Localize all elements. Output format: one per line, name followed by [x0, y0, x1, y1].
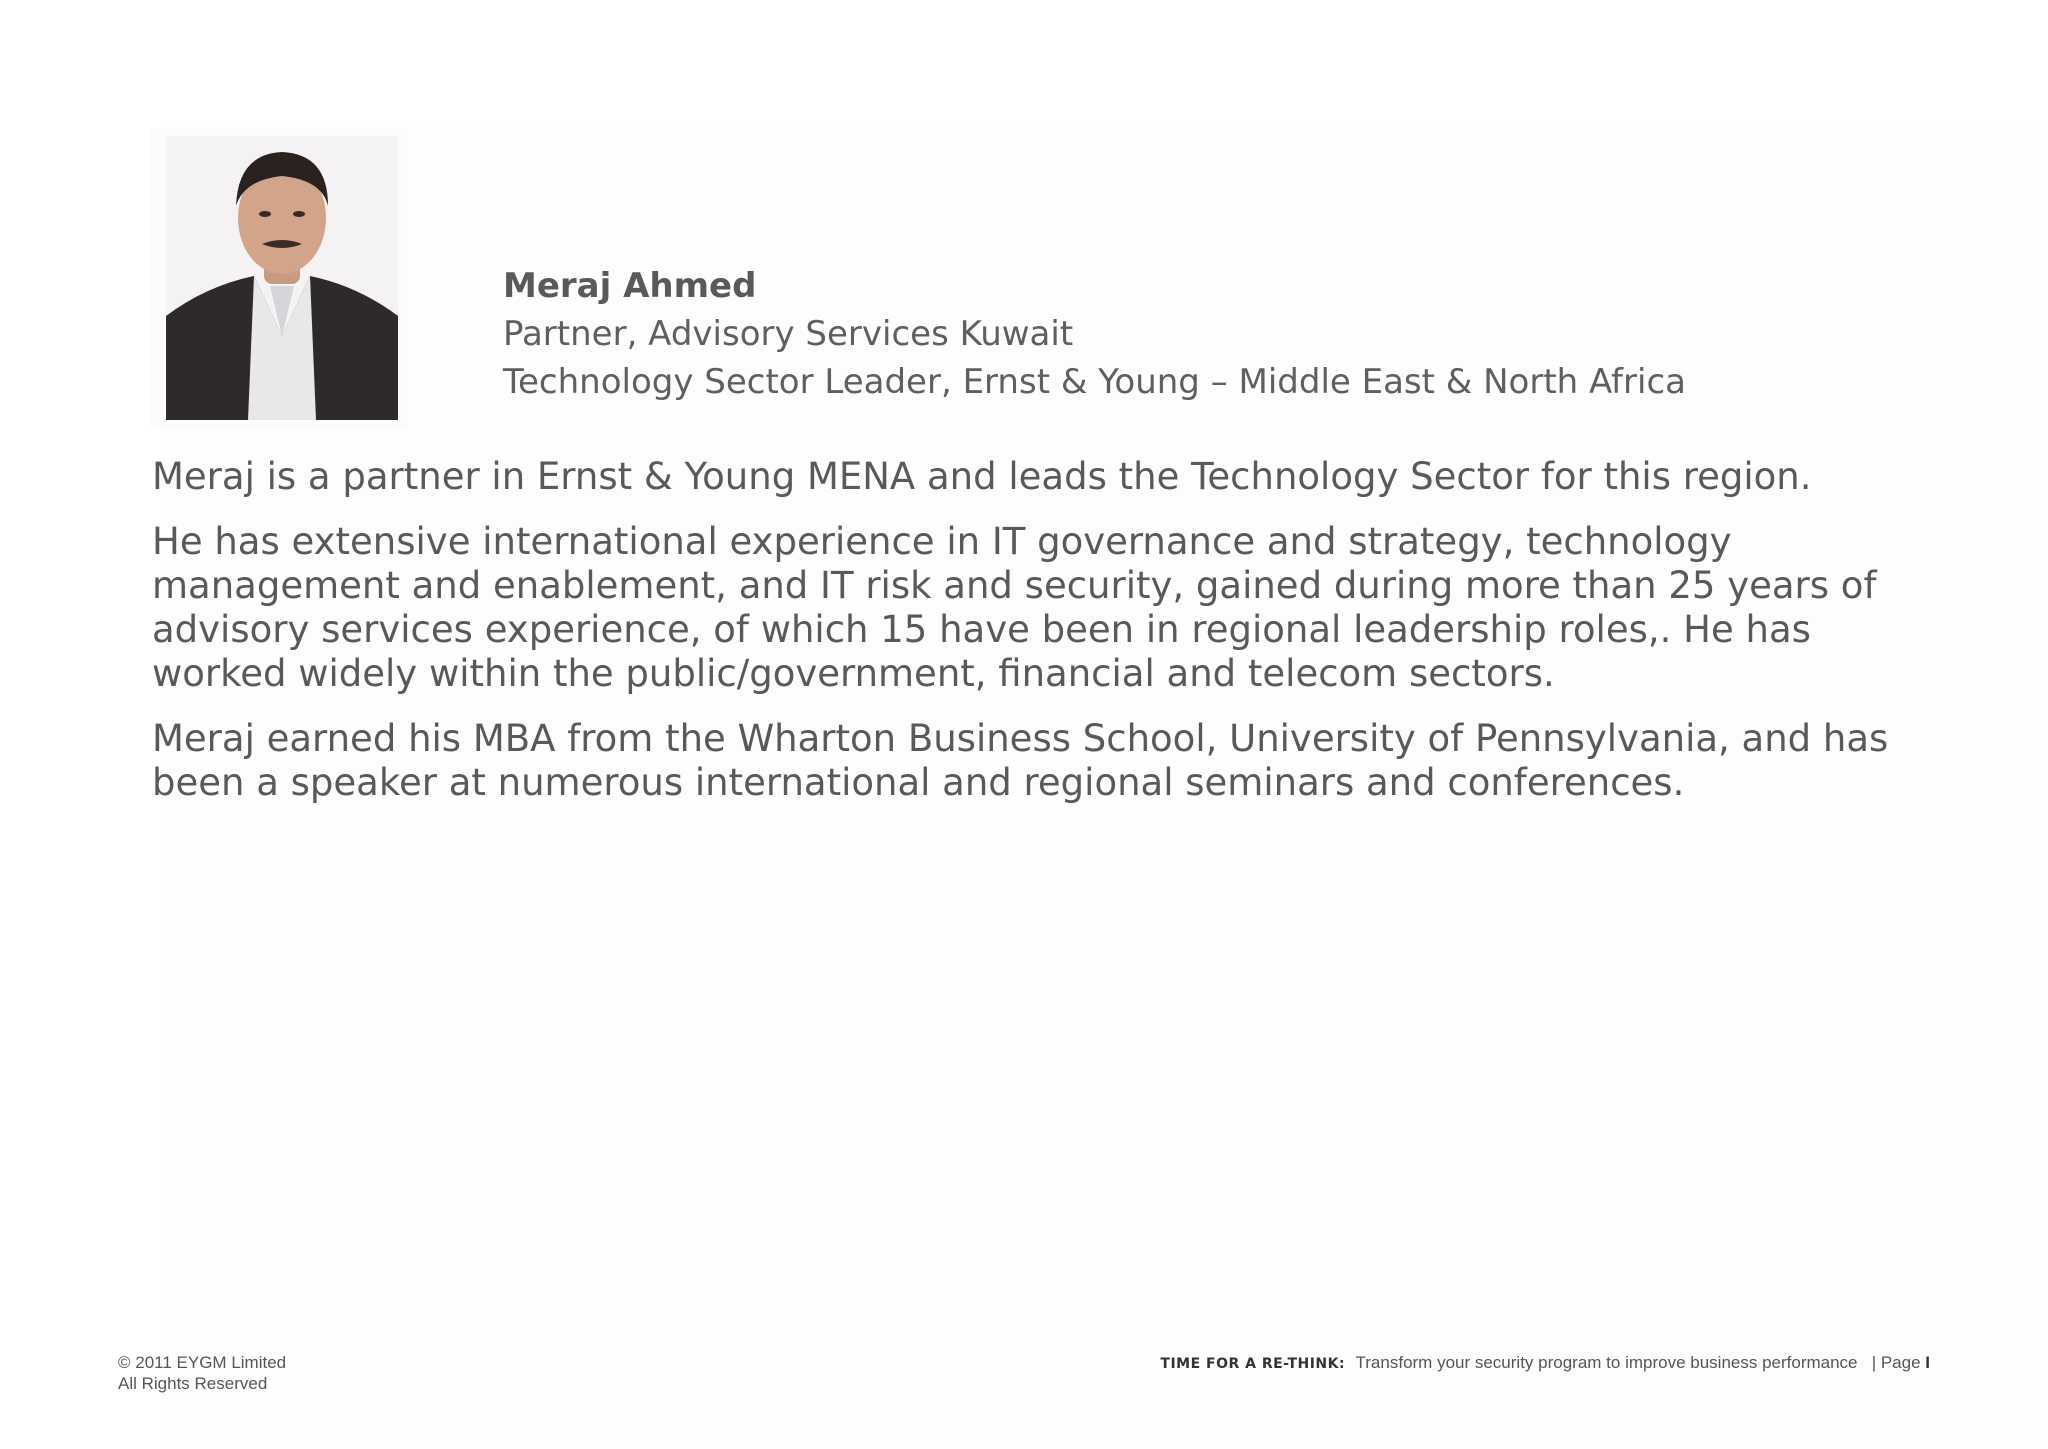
page-label: | Page: [1871, 1353, 1921, 1372]
footer-subtitle: Transform your security program to improve business performance: [1355, 1353, 1858, 1372]
person-title-line-2: Technology Sector Leader, Ernst & Young – Middle East & North Africa: [503, 362, 1686, 402]
footer-tagline: TIME FOR A RE-THINK:: [1160, 1356, 1346, 1372]
profile-header: [503, 262, 1703, 406]
bio-paragraph: Meraj is a partner in Ernst & Young MENA and leads the Technology Sector for this region.: [152, 455, 1812, 498]
footer-info: [1160, 1352, 1930, 1375]
rights-text: All Rights Reserved: [118, 1374, 268, 1393]
page-number: I: [1925, 1353, 1930, 1372]
profile-photo: [150, 128, 408, 428]
footer-copyright: [118, 1352, 286, 1394]
person-title-line-1: Partner, Advisory Services Kuwait: [503, 314, 1074, 354]
person-name: Meraj Ahmed: [503, 266, 757, 306]
bio-paragraph: Meraj earned his MBA from the Wharton Business School, University of Pennsylvania, and has been a speaker at numerous international and regional seminars and conferences.: [152, 717, 1889, 804]
bio-paragraph: He has extensive international experience in IT governance and strategy, technology management and enablement, and IT risk and security, gained during more than 25 years of advisory services experience, of which 15 have been in regional leadership roles,. He has worked widely within the public/government, financial and telecom sectors.: [152, 520, 1877, 695]
copyright-text: © 2011 EYGM Limited: [118, 1353, 287, 1372]
biography: [152, 455, 1892, 826]
portrait-image: [166, 136, 398, 420]
